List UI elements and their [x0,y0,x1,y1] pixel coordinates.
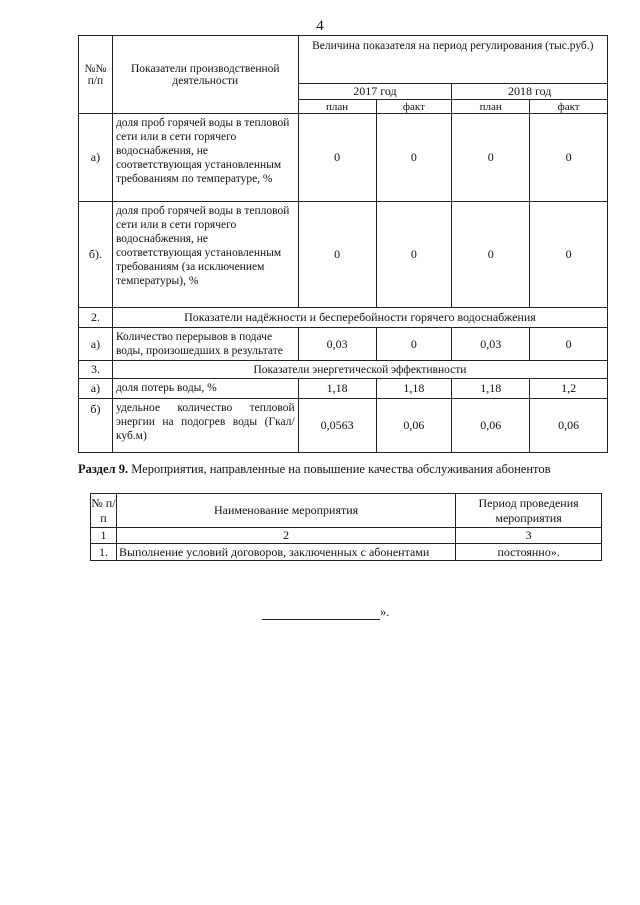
header-plan: план [298,100,376,114]
row-indicator: удельное количество тепловой энергии на подогрев воды (Гкал/куб.м) [112,399,298,453]
value-cell: 0 [452,114,530,202]
colnum-cell: 3 [456,528,602,544]
row-indicator: доля проб горячей воды в тепловой сети или в сети горячего водоснабжения, не соответствующая установленным требованиям (за исключением температуры), % [112,202,298,308]
table-row [79,202,608,308]
value-cell: 0 [530,328,608,361]
table-row [79,114,608,202]
column-numbers-row [91,528,602,544]
header-year-2017: 2017 год [298,84,452,100]
header-fact: факт [530,100,608,114]
value-cell: 0,06 [530,399,608,453]
value-cell: 0 [530,114,608,202]
table-row [79,379,608,399]
header-period: Период проведения мероприятия [456,494,602,528]
row-indicator: доля проб горячей воды в тепловой сети или в сети горячего водоснабжения, не соответствующая установленным требованиям по температуре, % [112,114,298,202]
value-cell: 0 [298,114,376,202]
table-header-row [79,36,608,84]
header-value: Величина показателя на период регулирования (тыс.руб.) [298,36,607,84]
section-9-heading [78,462,550,477]
value-cell: 0,03 [298,328,376,361]
value-cell: 1,18 [376,379,452,399]
header-num: №№ п/п [79,36,113,114]
row-num: а) [79,328,113,361]
table-row [79,328,608,361]
row-num: 3. [79,361,113,379]
value-cell: 0,06 [376,399,452,453]
value-cell: 0 [376,202,452,308]
row-num: 2. [79,308,113,328]
signature-underline [262,607,380,620]
table-row [91,544,602,561]
header-year-2018: 2018 год [452,84,608,100]
row-indicator: Количество перерывов в подаче воды, произошедших в результате [112,328,298,361]
header-name: Наименование мероприятия [116,494,455,528]
row-num: б). [79,202,113,308]
header-num: № п/п [91,494,117,528]
section-row [79,361,608,379]
measure-name: Выполнение условий договоров, заключенных с абонентами [116,544,455,561]
row-num: а) [79,114,113,202]
value-cell: 0,06 [452,399,530,453]
section-title: Показатели энергетической эффективности [112,361,607,379]
indicators-table [78,35,608,453]
row-num: 1. [91,544,117,561]
value-cell: 0,03 [452,328,530,361]
value-cell: 0 [530,202,608,308]
colnum-cell: 2 [116,528,455,544]
header-plan: план [452,100,530,114]
value-cell: 1,18 [298,379,376,399]
value-cell: 1,2 [530,379,608,399]
value-cell: 0 [298,202,376,308]
section-9-label: Раздел 9. [78,462,129,476]
closing-line [262,605,389,620]
page-number: 4 [316,18,324,34]
row-num: б) [79,399,113,453]
header-fact: факт [376,100,452,114]
value-cell: 0,0563 [298,399,376,453]
row-indicator: доля потерь воды, % [112,379,298,399]
header-indicator: Показатели производственной деятельности [112,36,298,114]
measures-table [90,493,602,561]
table-header-row [91,494,602,528]
row-num: а) [79,379,113,399]
colnum-cell: 1 [91,528,117,544]
table-row [79,399,608,453]
section-row [79,308,608,328]
value-cell: 0 [376,114,452,202]
value-cell: 1,18 [452,379,530,399]
measure-period: постоянно». [456,544,602,561]
value-cell: 0 [376,328,452,361]
section-9-title: Мероприятия, направленные на повышение качества обслуживания абонентов [131,462,551,476]
closing-quote: ». [380,605,390,619]
section-title: Показатели надёжности и бесперебойности горячего водоснабжения [112,308,607,328]
value-cell: 0 [452,202,530,308]
